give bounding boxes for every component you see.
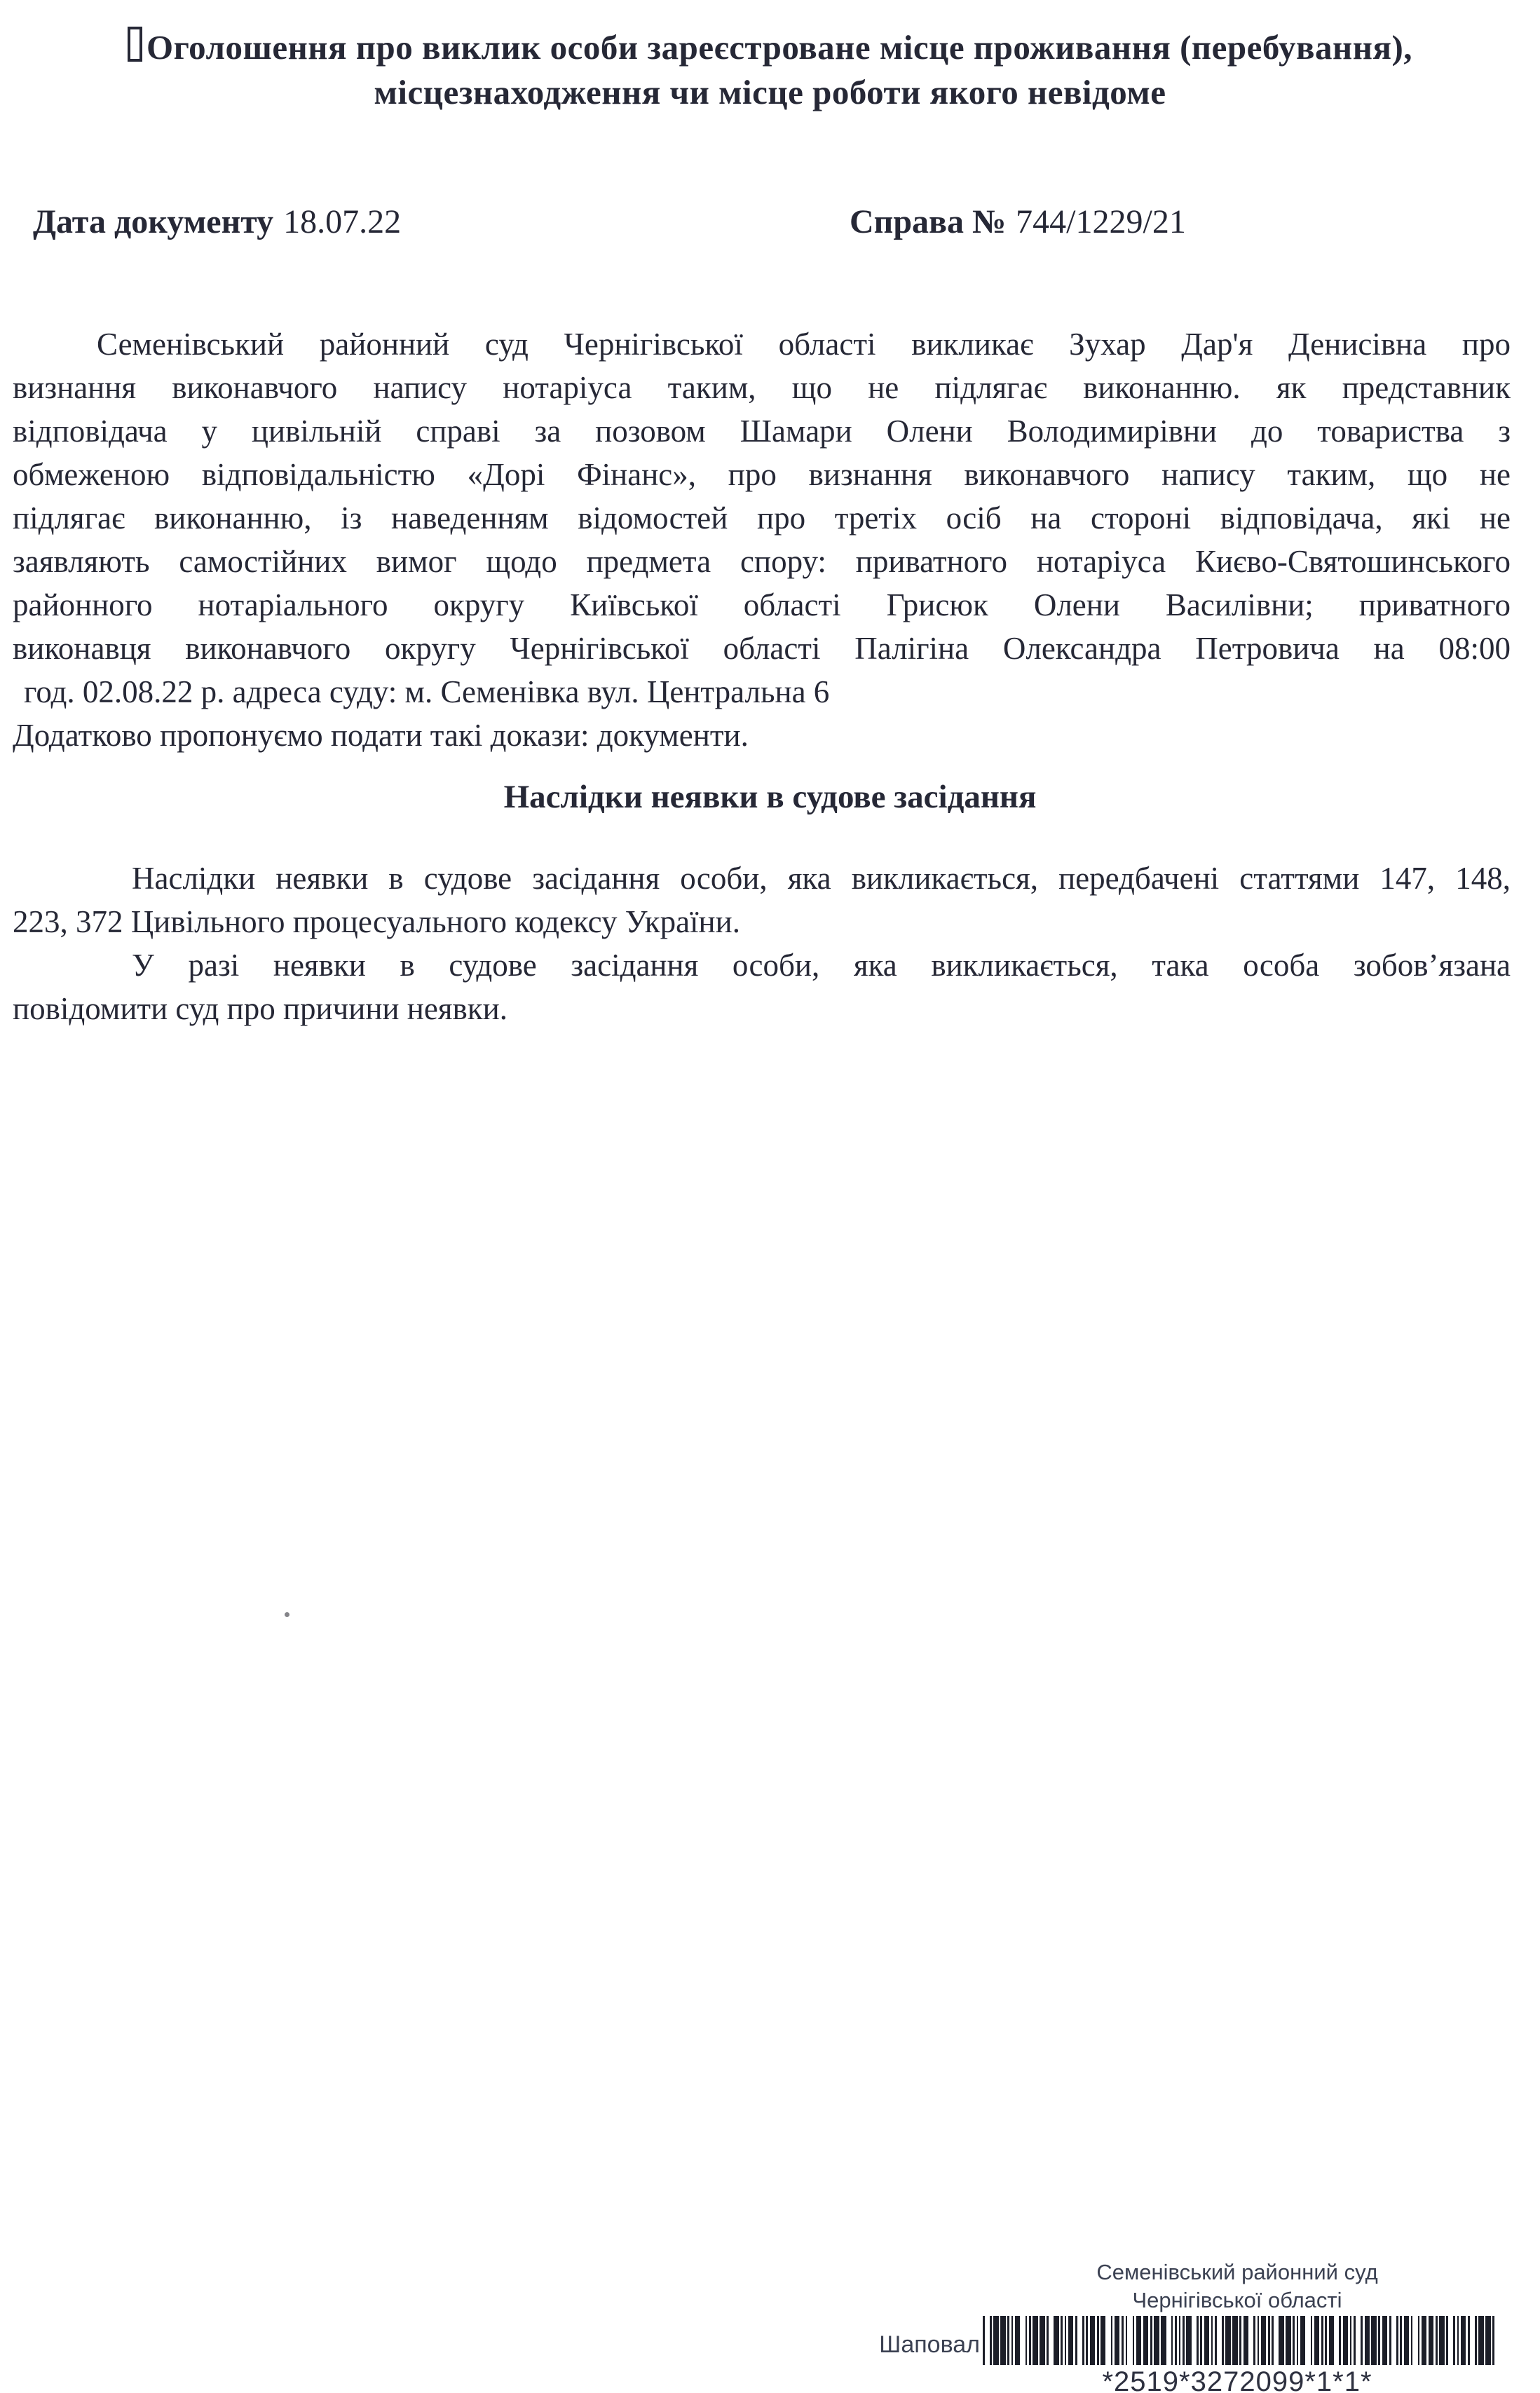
barcode-space [1224,2316,1226,2365]
barcode-space [992,2316,994,2365]
barcode-bar [1293,2316,1295,2365]
barcode-bar [1321,2316,1323,2365]
barcode-space [1124,2316,1126,2365]
announcement-line: визнання виконавчого напису нотаріуса таким, що не підлягає виконанню. як представник [13,370,1511,405]
barcode-bar [1261,2316,1266,2365]
barcode-space [985,2316,990,2365]
barcode-bar [1154,2316,1159,2365]
barcode-bar [1126,2316,1128,2365]
barcode-bar [1371,2316,1376,2365]
barcode-bar [1133,2316,1135,2365]
barcode-bar [1161,2316,1166,2365]
barcode-bar [1268,2316,1270,2365]
barcode-bar [1300,2316,1305,2365]
barcode-space [1213,2316,1215,2365]
barcode-space [1084,2316,1086,2365]
announcement-line: обмеженою відповідальністю «Дорі Фінанс», про визнання виконавчого напису таким, що не [13,457,1511,492]
consequences-paragraphs [13,857,1511,1030]
barcode-bar [1453,2316,1455,2365]
barcode-space [1409,2316,1411,2365]
barcode-bar [1025,2316,1028,2365]
barcode-bar [1446,2316,1448,2365]
meta-row [33,202,1505,243]
barcode-bar [1478,2316,1483,2365]
barcode-bar [1065,2316,1067,2365]
barcode-bar [1492,2316,1494,2365]
barcode-space [1199,2316,1201,2365]
barcode-bar [1075,2316,1077,2365]
barcode-bar [1361,2316,1363,2365]
date-label: Дата документу [33,203,274,240]
barcode-space [1031,2316,1033,2365]
missing-char-box-icon [128,27,142,62]
barcode-space [1334,2316,1339,2365]
barcode-bar [1150,2316,1152,2365]
barcode-space [1455,2316,1457,2365]
barcode-bar [1086,2316,1088,2365]
barcode-bar [1411,2316,1413,2365]
barcode-bar [1068,2316,1073,2365]
barcode-space [1470,2316,1475,2365]
barcode-space [1045,2316,1047,2365]
barcode-bar [1258,2316,1260,2365]
barcode-bar [1115,2316,1119,2365]
barcode-space [1238,2316,1240,2365]
barcode-space [1134,2316,1136,2365]
barcode-bar [1111,2316,1113,2365]
barcode-bar [1033,2316,1037,2365]
document-date [33,202,401,243]
announcement-line: районного нотаріального округу Київської області Грисюк Олени Василівни; приватного [13,587,1511,622]
barcode-space [1009,2316,1011,2365]
barcode-bar [1015,2316,1020,2365]
barcode-bar [1047,2316,1049,2365]
barcode-bar [1404,2316,1409,2365]
barcode-space [1231,2316,1233,2365]
barcode-bar [1171,2316,1173,2365]
barcode-space [1438,2316,1440,2365]
barcode-space [1270,2316,1272,2365]
barcode-space [1088,2316,1090,2365]
consequences-line: 223, 372 Цивільного процесуального кодексу України. [13,904,740,939]
barcode-bar [1429,2316,1433,2365]
barcode-space [1459,2316,1461,2365]
barcode-space [1484,2316,1486,2365]
barcode-bar [1365,2316,1370,2365]
barcode-bar [1339,2316,1341,2365]
barcode-space [1127,2316,1132,2365]
scan-artifact-dot [285,1612,289,1617]
barcode-bar [1200,2316,1202,2365]
barcode-bar [1061,2316,1063,2365]
barcode-space [1077,2316,1082,2365]
barcode-bar [1253,2316,1255,2365]
barcode-space [1274,2316,1279,2365]
barcode-space [1027,2316,1029,2365]
barcode-space [1209,2316,1211,2365]
barcode-space [1099,2316,1101,2365]
barcode-space [1259,2316,1261,2365]
barcode-space [1202,2316,1204,2365]
barcode-space [1180,2316,1183,2365]
barcode-bar [1286,2316,1290,2365]
consequences-line: Наслідки неявки в судове засідання особи, яка викликається, передбачені статтями 147, 148, [132,861,1511,896]
barcode-caption: *2519*3272099*1*1* [1102,2366,1372,2393]
barcode-bar [1243,2316,1248,2365]
announcement-line: виконавця виконавчого округу Чернігівської області Палігіна Олександра Петровича на 08:00 [13,631,1511,666]
barcode-bar [1439,2316,1444,2365]
barcode-space [1433,2316,1436,2365]
barcode-bar [1400,2316,1402,2365]
barcode-space [1105,2316,1110,2365]
barcode-bar [1382,2316,1387,2365]
announcement-line: заявляють самостійних вимог щодо предмета спору: приватного нотаріуса Києво-Святошинського [13,544,1511,579]
barcode-space [1291,2316,1293,2365]
barcode-space [1341,2316,1343,2365]
barcode-space [1466,2316,1468,2365]
barcode-bar [993,2316,998,2365]
barcode-space [1112,2316,1115,2365]
barcode-space [1185,2316,1187,2365]
announcement-line: Додатково пропонуємо подати такі докази: документи. [13,718,749,753]
barcode-space [1356,2316,1361,2365]
barcode-space [1377,2316,1379,2365]
barcode-bar [1378,2316,1380,2365]
barcode-space [1412,2316,1417,2365]
barcode-space [1380,2316,1382,2365]
barcode-bar [1418,2316,1420,2365]
barcode-space [1141,2316,1143,2365]
barcode-space [1059,2316,1061,2365]
barcode-bar [1029,2316,1031,2365]
barcode-bar [1232,2316,1237,2365]
barcode-space [1398,2316,1401,2365]
title-line-2: місцезнаходження чи місце роботи якого невідоме [374,73,1166,111]
barcode-bar [1197,2316,1199,2365]
barcode-bar [983,2316,985,2365]
barcode-space [1494,2316,1497,2365]
barcode-bar [1325,2316,1327,2365]
barcode-space [1477,2316,1479,2365]
case-number [850,202,1186,243]
barcode-bar [1143,2316,1148,2365]
barcode-space [1327,2316,1329,2365]
barcode-space [1402,2316,1404,2365]
barcode-bar [1297,2316,1299,2365]
barcode-bar [1475,2316,1477,2365]
barcode-bar [1011,2316,1014,2365]
barcode-space [1426,2316,1429,2365]
barcode-space [1419,2316,1422,2365]
barcode-space [1038,2316,1040,2365]
court-name-line-1: Семенівський районний суд [1096,2260,1378,2284]
barcode-bar [1000,2316,1005,2365]
barcode-bar [1422,2316,1426,2365]
consequences-line: повідомити суд про причини неявки. [13,991,507,1026]
barcode-space [1445,2316,1447,2365]
signer-name: Шаповал [879,2331,980,2358]
barcode-bar [1239,2316,1241,2365]
barcode-space [1173,2316,1175,2365]
barcode-bar [1396,2316,1398,2365]
barcode-bar [1222,2316,1224,2365]
document-title [0,25,1540,115]
announcement-line: Семенівський районний суд Чернігівської області викликає Зухар Дар'я Денисівна про [97,327,1511,362]
barcode-space [1351,2316,1354,2365]
barcode-space [999,2316,1001,2365]
barcode-space [1049,2316,1054,2365]
barcode-bar [1211,2316,1213,2365]
barcode-space [1305,2316,1310,2365]
barcode-space [1491,2316,1493,2365]
barcode-bar [1179,2316,1181,2365]
barcode-space [1370,2316,1372,2365]
barcode-space [1323,2316,1326,2365]
barcode-space [1119,2316,1122,2365]
barcode-bar [1343,2316,1348,2365]
barcode-bar [1311,2316,1313,2365]
barcode-space [1298,2316,1300,2365]
barcode-space [1448,2316,1453,2365]
barcode-space [1066,2316,1068,2365]
case-label: Справа № [850,203,1007,240]
barcode-bar [1101,2316,1105,2365]
barcode-bar [990,2316,992,2365]
barcode-space [1013,2316,1015,2365]
barcode-space [1159,2316,1161,2365]
barcode-bar [1215,2316,1217,2365]
barcode-space [1312,2316,1314,2365]
announcement-paragraph [13,322,1511,757]
barcode-space [1073,2316,1075,2365]
barcode-space [1295,2316,1297,2365]
barcode-bar [1082,2316,1084,2365]
barcode-space [1166,2316,1171,2365]
barcode-bar [1204,2316,1209,2365]
barcode-bar [1436,2316,1438,2365]
announcement-line: підлягає виконанню, із наведенням відомостей про третіх осіб на стороні відповідача, які не [13,500,1511,536]
consequences-line: У разі неявки в судове засідання особи, яка викликається, така особа зобов’язана [132,948,1511,983]
barcode-space [1177,2316,1179,2365]
barcode-bar [1350,2316,1352,2365]
barcode-space [1363,2316,1365,2365]
barcode-space [1266,2316,1268,2365]
barcode-space [1348,2316,1350,2365]
barcode-bar [1272,2316,1274,2365]
barcode-space [1255,2316,1258,2365]
consequences-heading: Наслідки неявки в судове засідання [503,779,1037,815]
barcode-space [1148,2316,1150,2365]
barcode-bar [1461,2316,1466,2365]
barcode-bar [1007,2316,1009,2365]
barcode [983,2316,1501,2365]
barcode-space [1006,2316,1008,2365]
barcode-space [1391,2316,1396,2365]
court-name-line-2: Чернігівської області [1132,2288,1342,2312]
barcode-bar [1054,2316,1058,2365]
barcode-bar [1485,2316,1490,2365]
barcode-bar [1122,2316,1124,2365]
barcode-space [1020,2316,1025,2365]
barcode-space [1387,2316,1389,2365]
barcode-bar [1225,2316,1230,2365]
barcode-bar [1175,2316,1177,2365]
barcode-space [1152,2316,1154,2365]
barcode-bar [1314,2316,1319,2365]
barcode-bar [1389,2316,1391,2365]
barcode-bar [1097,2316,1099,2365]
barcode-space [1192,2316,1197,2365]
barcode-bar [1468,2316,1470,2365]
barcode-bar [1329,2316,1334,2365]
barcode-bar [1457,2316,1459,2365]
barcode-bar [1354,2316,1356,2365]
barcode-space [1284,2316,1286,2365]
date-value: 18.07.22 [283,203,402,240]
announcement-line: відповідача у цивільній справі за позовом Шамари Олени Володимирівни до товариства з [13,414,1511,449]
barcode-space [1241,2316,1243,2365]
barcode-bar [1279,2316,1283,2365]
barcode-space [1217,2316,1222,2365]
barcode-bar [1136,2316,1141,2365]
barcode-space [1063,2316,1065,2365]
title-line-1-text: Оголошення про виклик особи зареєстроване місце проживання (перебування), [146,28,1413,67]
barcode-space [1248,2316,1253,2365]
barcode-bar [1090,2316,1095,2365]
title-line-1 [0,25,1540,70]
barcode-space [1095,2316,1097,2365]
announcement-line: год. 02.08.22 р. адреса суду: м. Семенівка вул. Центральна 6 [24,674,830,709]
barcode-bar [1040,2316,1044,2365]
barcode-space [1319,2316,1321,2365]
barcode-bar [1183,2316,1185,2365]
barcode-bar [1186,2316,1191,2365]
case-value: 744/1229/21 [1016,203,1186,240]
